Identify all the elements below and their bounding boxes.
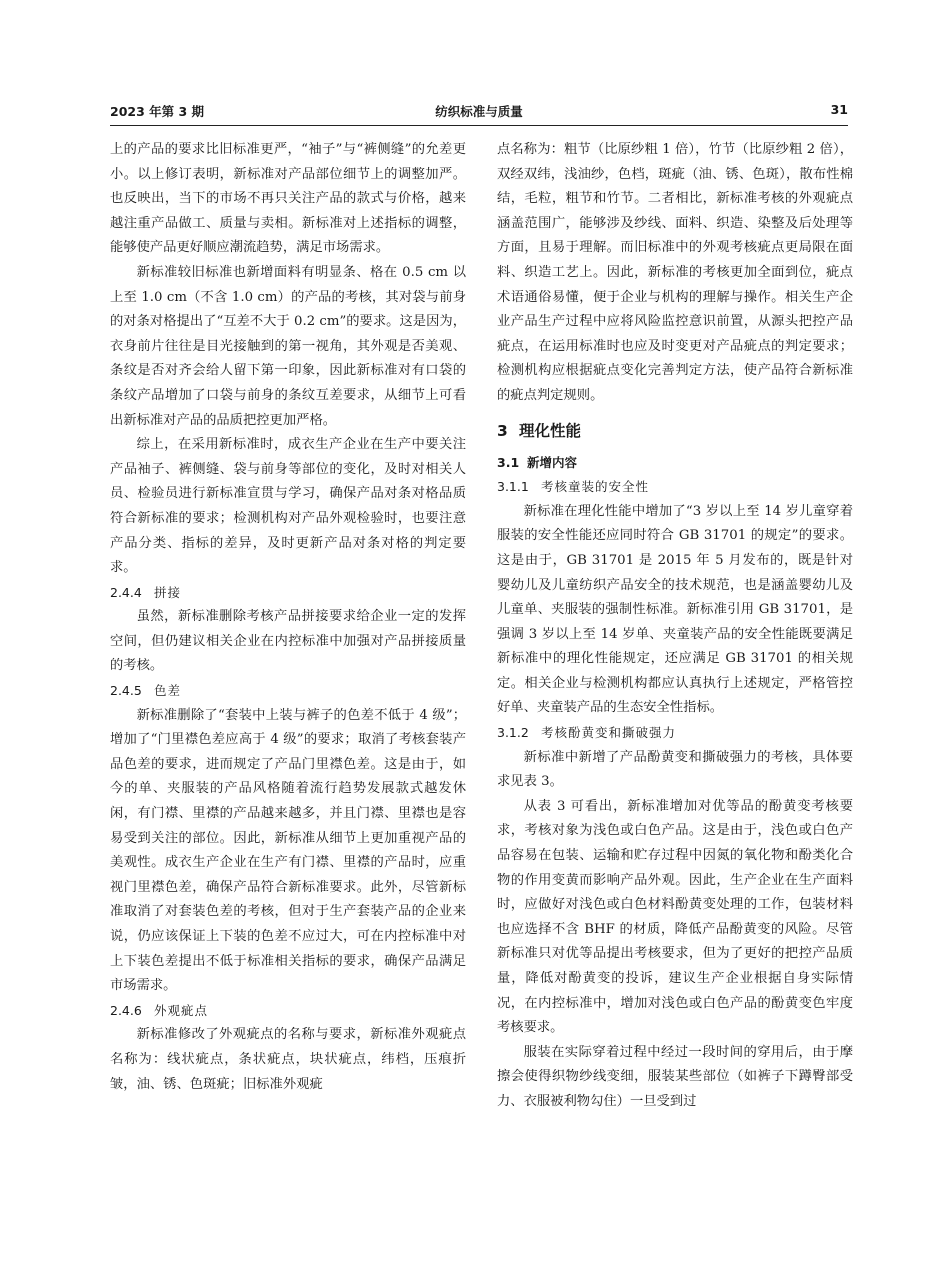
paragraph: 上的产品的要求比旧标准更严，“袖子”与“裤侧缝”的允差更小。以上修订表明，新标准对产品部位细节上的调整加严。也反映出，当下的市场不再只关注产品的款式与价格，越来越注重产品做工、质量与卖相。新标准对上述指标的调整，能够使产品更好顺应潮流趋势，满足市场需求。 (110, 142, 466, 256)
section-heading-3 (497, 417, 853, 445)
paragraph: 服装在实际穿着过程中经过一段时间的穿用后，由于摩擦会使得织物纱线变细，服装某些部位（如裤子下蹲臀部受力、衣服被利物勾住）一旦受到过 (497, 1044, 853, 1109)
paragraph: 新标准较旧标准也新增面料有明显条、格在 0.5 cm 以上至 1.0 cm（不含 1.0 cm）的产品的考核，其对袋与前身的对条对格提出了“互差不大于 0.2 cm”的要求。这是因为，衣身前片往往是目光接触到的第一视角，其外观是否美观、条纹是否对齐会给人留下第一印象，因此新标准对有口袋的条纹产品增加了口袋与前身的条纹互差要求，从细节上可看出新标准对产品的品质把控更加严格。 (110, 264, 466, 428)
paragraph: 新标准删除了“套装中上装与裤子的色差不低于 4 级”；增加了“门里襟色差应高于 4 级”的要求；取消了考核套装产品色差的要求，进而规定了产品门里襟色差。这是由于，如今的单、夹服装的产品风格随着流行趋势发展款式越发休闲，有门襟、里襟的产品越来越多，并且门襟、里襟也是容易受到关注的部位。因此，新标准从细节上更加重视产品的美观性。成衣生产企业在生产有门襟、里襟的产品时，应重视门里襟色差，确保产品符合新标准要求。此外，尽管新标准取消了对套装色差的考核，但对于生产套装产品的企业来说，仍应该保证上下装的色差不应过大，可在内控标准中对上下装色差提出不低于标准相关指标的要求，确保产品满足市场需求。 (110, 707, 466, 994)
section-title: 考核童装的安全性 (541, 479, 650, 495)
section-title: 考核酚黄变和撕破强力 (541, 725, 677, 741)
section-heading-2-4-5 (110, 679, 466, 704)
section-number: 3.1 (497, 454, 520, 470)
page-number: 31 (830, 102, 848, 117)
section-heading-3-1-2 (497, 721, 853, 746)
section-number: 3.1.1 (497, 479, 529, 495)
section-heading-3-1 (497, 451, 853, 476)
section-title: 拼接 (154, 584, 182, 600)
section-title: 外观疵点 (154, 1002, 209, 1018)
paragraph: 新标准在理化性能中增加了“3 岁以上至 14 岁儿童穿着服装的安全性能还应同时符合 GB 31701 的规定”的要求。这是由于，GB 31701 是 2015 年 5 月发布的，既是针对婴幼儿及儿童纺织产品安全的技术规范，也是涵盖婴幼儿及儿童单、夹服装的强制性标准。新标准引用 GB 31701，是强调 3 岁以上至 14 岁单、夹童装产品的安全性能既要满足新标准中的理化性能规定，还应满足 GB 31701 的相关规定。相关企业与检测机构都应认真执行上述规定，严格管控好单、夹童装产品的生态安全性指标。 (497, 503, 853, 716)
section-number: 2.4.5 (110, 683, 142, 699)
page-header (110, 102, 848, 122)
journal-issue: 2023 年第 3 期 (110, 104, 205, 119)
journal-name: 纺织标准与质量 (435, 104, 523, 119)
section-number: 2.4.4 (110, 584, 142, 600)
paragraph: 新标准中新增了产品酚黄变和撕破强力的考核，具体要求见表 3。 (497, 749, 853, 790)
paragraph: 综上，在采用新标准时，成衣生产企业在生产中要关注产品袖子、裤侧缝、袋与前身等部位的变化，及时对相关人员、检验员进行新标准宣贯与学习，确保产品对条对格品质符合新标准的要求；检测机构对产品外观检验时，也要注意产品分类、指标的差异，及时更新产品对条对格的判定要求。 (110, 437, 466, 576)
paragraph: 虽然，新标准删除考核产品拼接要求给企业一定的发挥空间，但仍建议相关企业在内控标准中加强对产品拼接质量的考核。 (110, 609, 466, 674)
section-title: 色差 (154, 683, 182, 699)
right-column (497, 138, 853, 1115)
left-column (110, 138, 466, 1097)
section-number: 3.1.2 (497, 725, 529, 741)
section-title: 理化性能 (519, 421, 582, 440)
header-rule (110, 125, 848, 126)
section-heading-3-1-1 (497, 475, 853, 500)
section-number: 2.4.6 (110, 1002, 142, 1018)
paragraph: 点名称为：粗节（比原纱粗 1 倍），竹节（比原纱粗 2 倍），双经双纬，浅油纱，色档，斑疵（油、锈、色斑），散布性棉结，毛粒，粗节和竹节。二者相比，新标准考核的外观疵点涵盖范围广，能够涉及纱线、面料、织造、染整及后处理等方面，且易于理解。而旧标准中的外观考核疵点更局限在面料、织造工艺上。因此，新标准的考核更加全面到位，疵点术语通俗易懂，便于企业与机构的理解与操作。相关生产企业产品生产过程中应将风险监控意识前置，从源头把控产品疵点，在运用标准时也应及时变更对产品疵点的判定要求；检测机构应根据疵点变化完善判定方法，使产品符合新标准的疵点判定规则。 (497, 142, 853, 403)
section-number: 3 (497, 421, 508, 440)
paragraph: 新标准修改了外观疵点的名称与要求，新标准外观疵点名称为：线状疵点，条状疵点，块状疵点，纬档，压痕折皱，油、锈、色斑疵；旧标准外观疵 (110, 1027, 466, 1092)
section-heading-2-4-6 (110, 999, 466, 1024)
section-heading-2-4-4 (110, 581, 466, 606)
section-title: 新增内容 (527, 454, 578, 470)
paragraph: 从表 3 可看出，新标准增加对优等品的酚黄变考核要求，考核对象为浅色或白色产品。这是由于，浅色或白色产品容易在包装、运输和贮存过程中因氮的氧化物和酚类化合物的作用变黄而影响产品外观。因此，生产企业在生产面料时，应做好对浅色或白色材料酚黄变处理的工作，包装材料也应选择不含 BHF 的材质，降低产品酚黄变的风险。尽管新标准只对优等品提出考核要求，但为了更好的把控产品质量，降低对酚黄变的投诉，建议生产企业根据自身实际情况，在内控标准中，增加对浅色或白色产品的酚黄变色牢度考核要求。 (497, 798, 853, 1036)
